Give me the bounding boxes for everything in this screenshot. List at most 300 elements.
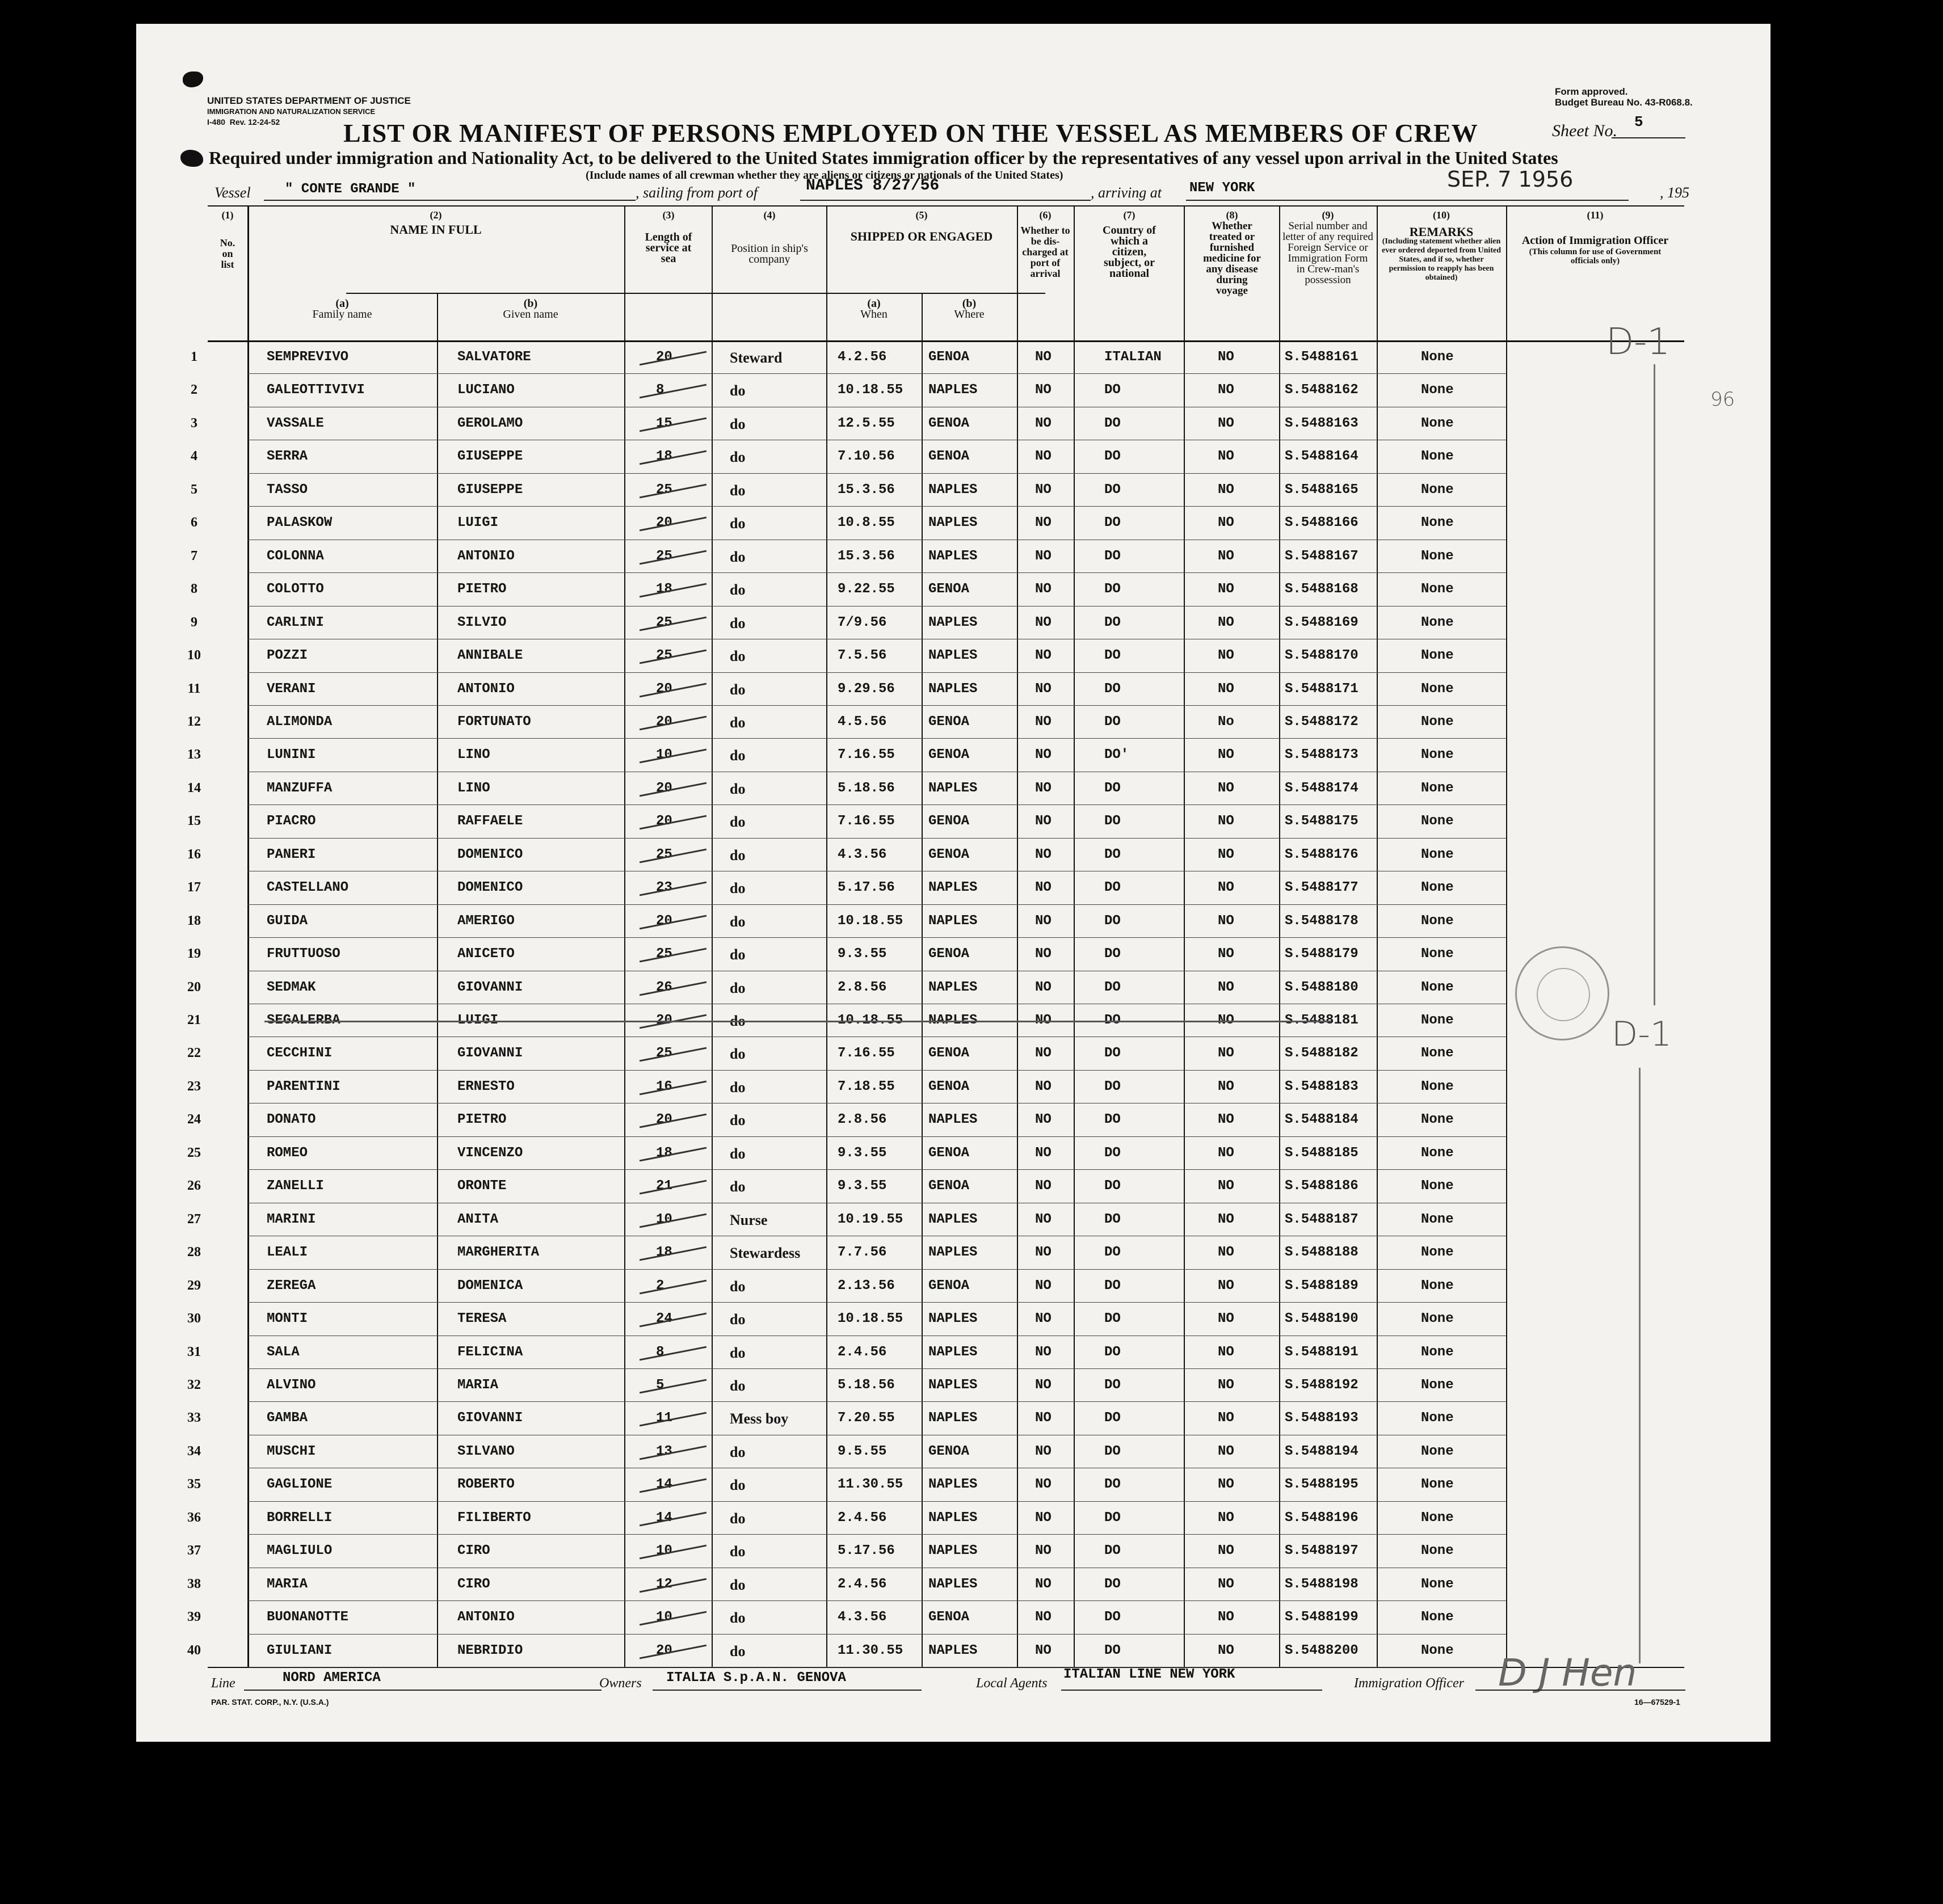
cell-serial: S.5488184 (1285, 1112, 1359, 1128)
service-strikethrough (640, 1511, 706, 1526)
cell-family: COLONNA (267, 548, 324, 564)
cell-country: DO (1104, 1377, 1121, 1393)
row-rule (247, 1169, 1506, 1170)
cell-discharged: NO (1035, 1079, 1052, 1094)
cell-when: 10.18.55 (838, 1311, 903, 1327)
row-number: 28 (187, 1245, 201, 1260)
cell-family: SERRA (267, 449, 308, 465)
cell-given: ERNESTO (457, 1079, 515, 1094)
cell-discharged: NO (1035, 1344, 1052, 1360)
col-divider (922, 293, 923, 1667)
bracket-line (1639, 1068, 1641, 1663)
cell-medicine: NO (1218, 846, 1234, 862)
row-strikethrough (264, 1021, 1331, 1022)
cell-given: MARGHERITA (457, 1245, 540, 1261)
cell-where: NAPLES (928, 1112, 978, 1128)
cell-remarks: None (1421, 780, 1454, 796)
cell-given: VINCENZO (457, 1145, 523, 1161)
row-number: 1 (191, 349, 197, 364)
cell-position: do (730, 747, 746, 764)
cell-where: GENOA (928, 1046, 970, 1061)
row-number: 14 (187, 780, 201, 795)
cell-discharged: NO (1035, 1510, 1052, 1526)
row-number: 10 (187, 648, 201, 663)
cell-family: PANERI (267, 846, 316, 862)
cell-position: do (730, 1443, 746, 1460)
cell-service: 14 (656, 1477, 672, 1493)
cell-position: do (730, 1344, 746, 1361)
cell-when: 2.4.56 (838, 1576, 887, 1592)
cell-serial: S.5488193 (1285, 1410, 1359, 1426)
cell-country: DO (1104, 1211, 1121, 1227)
cell-when: 11.30.55 (838, 1477, 903, 1493)
col-number: (5) (915, 209, 928, 221)
service-strikethrough (640, 1213, 706, 1228)
cell-remarks: None (1421, 1211, 1454, 1227)
cell-medicine: NO (1218, 1477, 1234, 1493)
row-rule (247, 572, 1506, 573)
cell-where: GENOA (928, 1079, 970, 1094)
cell-remarks: None (1421, 979, 1454, 995)
cell-given: ANICETO (457, 946, 515, 962)
cell-family: ZANELLI (267, 1178, 324, 1194)
cell-when: 7.16.55 (838, 1046, 895, 1061)
cell-discharged: NO (1035, 1311, 1052, 1327)
cell-serial: S.5488175 (1285, 814, 1359, 829)
service-strikethrough (640, 1313, 706, 1328)
service-strikethrough (640, 1445, 706, 1460)
cell-discharged: NO (1035, 846, 1052, 862)
cell-family: COLOTTO (267, 582, 324, 597)
col-divider (247, 205, 249, 1667)
cell-remarks: None (1421, 1079, 1454, 1094)
cell-service: 20 (656, 681, 672, 697)
cell-when: 4.2.56 (838, 349, 887, 365)
cell-country: DO (1104, 1013, 1121, 1028)
cell-given: DOMENICO (457, 846, 523, 862)
cell-remarks: None (1421, 1344, 1454, 1360)
cell-given: FILIBERTO (457, 1510, 531, 1526)
cell-position: do (730, 681, 746, 698)
cell-remarks: None (1421, 1443, 1454, 1459)
cell-family: LEALI (267, 1245, 308, 1261)
cell-medicine: NO (1218, 382, 1234, 398)
cell-serial: S.5488180 (1285, 979, 1359, 995)
cell-country: DO (1104, 913, 1121, 929)
cell-position: do (730, 880, 746, 897)
cell-family: SEGALERBA (267, 1013, 340, 1028)
side-number: 96 (1710, 388, 1735, 411)
cell-discharged: NO (1035, 1377, 1052, 1393)
cell-where: NAPLES (928, 913, 978, 929)
cell-discharged: NO (1035, 582, 1052, 597)
service-strikethrough (640, 683, 706, 697)
row-number: 40 (187, 1642, 201, 1658)
cell-remarks: None (1421, 582, 1454, 597)
col-label: REMARKS (1409, 225, 1474, 239)
col-label: Where (954, 308, 985, 321)
row-rule (247, 1634, 1506, 1635)
col5-header (826, 210, 1017, 242)
cell-where: NAPLES (928, 614, 978, 630)
col-divider (1074, 205, 1075, 1667)
cell-remarks: None (1421, 880, 1454, 896)
cell-family: GALEOTTIVIVI (267, 382, 365, 398)
col-label: Whether treated or furnished medicine for any disease during voyage (1203, 220, 1261, 297)
cell-when: 5.17.56 (838, 1543, 895, 1559)
col-sublabel: (This column for use of Government officials only) (1529, 247, 1662, 266)
row-rule (247, 1302, 1506, 1303)
cell-medicine: NO (1218, 1510, 1234, 1526)
service-strikethrough (640, 1180, 706, 1195)
cell-serial: S.5488183 (1285, 1079, 1359, 1094)
cell-medicine: NO (1218, 548, 1234, 564)
cell-remarks: None (1421, 946, 1454, 962)
row-rule (247, 904, 1506, 905)
cell-discharged: NO (1035, 382, 1052, 398)
cell-country: DO (1104, 648, 1121, 664)
cell-remarks: None (1421, 714, 1454, 730)
cell-when: 9.22.55 (838, 582, 895, 597)
table-top-border (208, 205, 1684, 207)
cell-medicine: NO (1218, 1013, 1234, 1028)
cell-given: SILVANO (457, 1443, 515, 1459)
cell-position: do (730, 1610, 746, 1627)
row-number: 25 (187, 1145, 201, 1160)
cell-service: 20 (656, 1112, 672, 1128)
cell-medicine: NO (1218, 747, 1234, 763)
cell-position: do (730, 648, 746, 665)
vessel-label: Vessel (215, 184, 251, 201)
cell-when: 2.4.56 (838, 1344, 887, 1360)
cell-service: 20 (656, 1642, 672, 1658)
vessel-name: " CONTE GRANDE " (285, 182, 416, 197)
cell-medicine: NO (1218, 515, 1234, 531)
sailing-underline (800, 200, 1091, 201)
cell-when: 7/9.56 (838, 614, 887, 630)
col-number: (11) (1587, 209, 1604, 221)
cell-country: DO (1104, 449, 1121, 465)
cell-when: 10.18.55 (838, 913, 903, 929)
cell-where: NAPLES (928, 382, 978, 398)
cell-country: DO (1104, 515, 1121, 531)
cell-position: do (730, 1543, 746, 1560)
col-number: (b) (962, 297, 977, 310)
cell-service: 25 (656, 482, 672, 498)
cell-family: BORRELLI (267, 1510, 333, 1526)
cell-when: 7.16.55 (838, 814, 895, 829)
cell-serial: S.5488176 (1285, 846, 1359, 862)
cell-medicine: NO (1218, 1112, 1234, 1128)
col-number: (2) (430, 209, 442, 221)
cell-remarks: None (1421, 747, 1454, 763)
cell-discharged: NO (1035, 814, 1052, 829)
cell-serial: S.5488170 (1285, 648, 1359, 664)
service-strikethrough (640, 1346, 706, 1360)
col-divider (1017, 205, 1018, 1667)
cell-medicine: NO (1218, 1610, 1234, 1625)
cell-where: NAPLES (928, 1642, 978, 1658)
col4-header (715, 210, 824, 265)
row-rule (247, 838, 1506, 839)
cell-remarks: None (1421, 1610, 1454, 1625)
cell-discharged: NO (1035, 1443, 1052, 1459)
row-number: 31 (187, 1344, 201, 1359)
service-strikethrough (640, 1644, 706, 1659)
cell-when: 11.30.55 (838, 1642, 903, 1658)
cell-discharged: NO (1035, 1610, 1052, 1625)
cell-discharged: NO (1035, 979, 1052, 995)
cell-when: 9.29.56 (838, 681, 895, 697)
cell-when: 7.7.56 (838, 1245, 887, 1261)
col-number: (10) (1433, 209, 1450, 221)
cell-discharged: NO (1035, 1477, 1052, 1493)
cell-given: SALVATORE (457, 349, 531, 365)
service-strikethrough (640, 1246, 706, 1261)
cell-where: GENOA (928, 1278, 970, 1294)
cell-remarks: None (1421, 1410, 1454, 1426)
cell-serial: S.5488192 (1285, 1377, 1359, 1393)
cell-country: DO (1104, 1245, 1121, 1261)
cell-country: DO (1104, 814, 1121, 829)
cell-service: 24 (656, 1311, 672, 1327)
row-number: 5 (191, 482, 197, 497)
cell-where: NAPLES (928, 1576, 978, 1592)
cell-position: do (730, 1079, 746, 1096)
cell-country: DO (1104, 880, 1121, 896)
service-strikethrough (640, 948, 706, 963)
cell-family: MARINI (267, 1211, 316, 1227)
cell-medicine: NO (1218, 1543, 1234, 1559)
cell-when: 7.18.55 (838, 1079, 895, 1094)
col-label: SHIPPED OR ENGAGED (850, 229, 993, 243)
cell-where: NAPLES (928, 1377, 978, 1393)
cell-medicine: NO (1218, 681, 1234, 697)
cell-country: DO (1104, 1344, 1121, 1360)
cell-country: DO (1104, 382, 1121, 398)
cell-service: 18 (656, 449, 672, 465)
cell-where: NAPLES (928, 482, 978, 498)
col-divider (624, 205, 625, 1667)
row-rule (247, 1070, 1506, 1071)
cell-service: 18 (656, 1245, 672, 1261)
row-number: 34 (187, 1443, 201, 1459)
cell-medicine: NO (1218, 1079, 1234, 1094)
cell-country: DO (1104, 1576, 1121, 1592)
cell-service: 25 (656, 648, 672, 664)
service-strikethrough (640, 1611, 706, 1626)
cell-remarks: None (1421, 648, 1454, 664)
cell-discharged: NO (1035, 449, 1052, 465)
cell-when: 7.5.56 (838, 648, 887, 664)
col-divider (437, 293, 438, 1667)
cell-when: 10.8.55 (838, 515, 895, 531)
cell-medicine: NO (1218, 648, 1234, 664)
row-number: 36 (187, 1510, 201, 1525)
cell-family: MAGLIULO (267, 1543, 333, 1559)
cell-position: Stewardess (730, 1245, 801, 1262)
include-statement: (Include names of all crewman whether they are aliens or citizens or nationals of the United States) (586, 169, 1063, 182)
sheet-underline (1612, 137, 1685, 138)
cell-remarks: None (1421, 382, 1454, 398)
cell-position: do (730, 614, 746, 631)
col-label: When (860, 308, 888, 321)
cell-position: do (730, 1510, 746, 1527)
owners-underline (653, 1690, 922, 1691)
service-strikethrough (640, 915, 706, 929)
cell-serial: S.5488167 (1285, 548, 1359, 564)
cell-position: do (730, 548, 746, 565)
cell-when: 7.16.55 (838, 747, 895, 763)
cell-remarks: None (1421, 1311, 1454, 1327)
cell-serial: S.5488169 (1285, 614, 1359, 630)
cell-service: 20 (656, 714, 672, 730)
cell-discharged: NO (1035, 1410, 1052, 1426)
cell-country: DO (1104, 780, 1121, 796)
cell-service: 16 (656, 1079, 672, 1094)
service-strikethrough (640, 882, 706, 896)
cell-discharged: NO (1035, 1642, 1052, 1658)
cell-position: Steward (730, 349, 783, 366)
cell-position: do (730, 946, 746, 963)
cell-service: 25 (656, 946, 672, 962)
form-approved-block (1555, 86, 1693, 108)
cell-serial: S.5488161 (1285, 349, 1359, 365)
cell-position: do (730, 582, 746, 599)
cell-serial: S.5488168 (1285, 582, 1359, 597)
agents-value: ITALIAN LINE NEW YORK (1063, 1667, 1235, 1682)
cell-family: PALASKOW (267, 515, 333, 531)
service-strikethrough (640, 1080, 706, 1095)
service-strikethrough (640, 450, 706, 465)
cell-given: GIOVANNI (457, 1410, 523, 1426)
cell-discharged: NO (1035, 714, 1052, 730)
cell-given: MARIA (457, 1377, 499, 1393)
col-divider (712, 205, 713, 1667)
cell-where: GENOA (928, 814, 970, 829)
cell-service: 10 (656, 1543, 672, 1559)
cell-discharged: NO (1035, 780, 1052, 796)
cell-family: ALVINO (267, 1377, 316, 1393)
action-annotation-mid: D-1 (1612, 1014, 1672, 1054)
sailing-port: NAPLES 8/27/56 (806, 177, 940, 195)
cell-remarks: None (1421, 681, 1454, 697)
cell-discharged: NO (1035, 1278, 1052, 1294)
row-rule (247, 1136, 1506, 1137)
cell-country: DO (1104, 1410, 1121, 1426)
cell-country: DO (1104, 1046, 1121, 1061)
col9-header (1280, 210, 1376, 285)
cell-family: POZZI (267, 648, 308, 664)
col-label: Action of Immigration Officer (1521, 234, 1669, 247)
row-rule (247, 937, 1506, 938)
col6-header (1018, 210, 1073, 279)
cell-service: 23 (656, 880, 672, 896)
cell-remarks: None (1421, 1576, 1454, 1592)
col-number: (6) (1039, 209, 1052, 221)
cell-service: 13 (656, 1443, 672, 1459)
cell-remarks: None (1421, 1477, 1454, 1493)
cell-position: do (730, 1642, 746, 1659)
ink-blot-icon (183, 71, 203, 87)
cell-serial: S.5488166 (1285, 515, 1359, 531)
row-number: 16 (187, 846, 201, 862)
row-number: 32 (187, 1377, 201, 1392)
cell-serial: S.5488181 (1285, 1013, 1359, 1028)
cell-family: SEDMAK (267, 979, 316, 995)
cell-family: GUIDA (267, 913, 308, 929)
service-strikethrough (640, 351, 706, 366)
cell-when: 4.3.56 (838, 846, 887, 862)
row-number: 35 (187, 1477, 201, 1492)
cell-where: GENOA (928, 582, 970, 597)
cell-when: 2.13.56 (838, 1278, 895, 1294)
service-strikethrough (640, 1478, 706, 1493)
col8-header (1186, 210, 1278, 296)
cell-given: FORTUNATO (457, 714, 531, 730)
service-strikethrough (640, 483, 706, 498)
cell-position: do (730, 814, 746, 831)
cell-when: 7.10.56 (838, 449, 895, 465)
cell-discharged: NO (1035, 1046, 1052, 1061)
col-number: (3) (662, 209, 675, 221)
cell-service: 20 (656, 814, 672, 829)
cell-country: DO (1104, 1610, 1121, 1625)
service-strikethrough (640, 417, 706, 432)
cell-serial: S.5488171 (1285, 681, 1359, 697)
cell-discharged: NO (1035, 1013, 1052, 1028)
cell-discharged: NO (1035, 1576, 1052, 1592)
cell-remarks: None (1421, 449, 1454, 465)
cell-country: DO (1104, 714, 1121, 730)
cell-where: GENOA (928, 714, 970, 730)
cell-where: GENOA (928, 1145, 970, 1161)
cell-medicine: NO (1218, 1410, 1234, 1426)
consular-stamp-icon (1515, 946, 1609, 1041)
cell-remarks: None (1421, 1178, 1454, 1194)
cell-when: 2.8.56 (838, 979, 887, 995)
cell-country: DO (1104, 548, 1121, 564)
cell-medicine: NO (1218, 1211, 1234, 1227)
cell-family: VASSALE (267, 415, 324, 431)
vessel-underline (264, 200, 636, 201)
cell-family: VERANI (267, 681, 316, 697)
cell-serial: S.5488182 (1285, 1046, 1359, 1061)
cell-where: GENOA (928, 415, 970, 431)
cell-discharged: NO (1035, 1245, 1052, 1261)
cell-medicine: NO (1218, 1145, 1234, 1161)
row-number: 20 (187, 979, 201, 995)
cell-when: 4.5.56 (838, 714, 887, 730)
cell-country: DO (1104, 1112, 1121, 1128)
col-number: (1) (221, 209, 234, 221)
row-rule (247, 672, 1506, 673)
row-number: 22 (187, 1046, 201, 1061)
cell-given: TERESA (457, 1311, 507, 1327)
col-divider (826, 205, 827, 1667)
page-title: LIST OR MANIFEST OF PERSONS EMPLOYED ON THE VESSEL AS MEMBERS OF CREW (343, 119, 1478, 148)
cell-serial: S.5488195 (1285, 1477, 1359, 1493)
line-label: Line (211, 1676, 235, 1691)
cell-serial: S.5488199 (1285, 1610, 1359, 1625)
cell-service: 8 (656, 1344, 665, 1360)
cell-position: do (730, 979, 746, 996)
sailing-label: , sailing from port of (636, 184, 758, 201)
cell-where: NAPLES (928, 780, 978, 796)
cell-given: LUCIANO (457, 382, 515, 398)
cell-where: GENOA (928, 1443, 970, 1459)
cell-given: GIOVANNI (457, 979, 523, 995)
